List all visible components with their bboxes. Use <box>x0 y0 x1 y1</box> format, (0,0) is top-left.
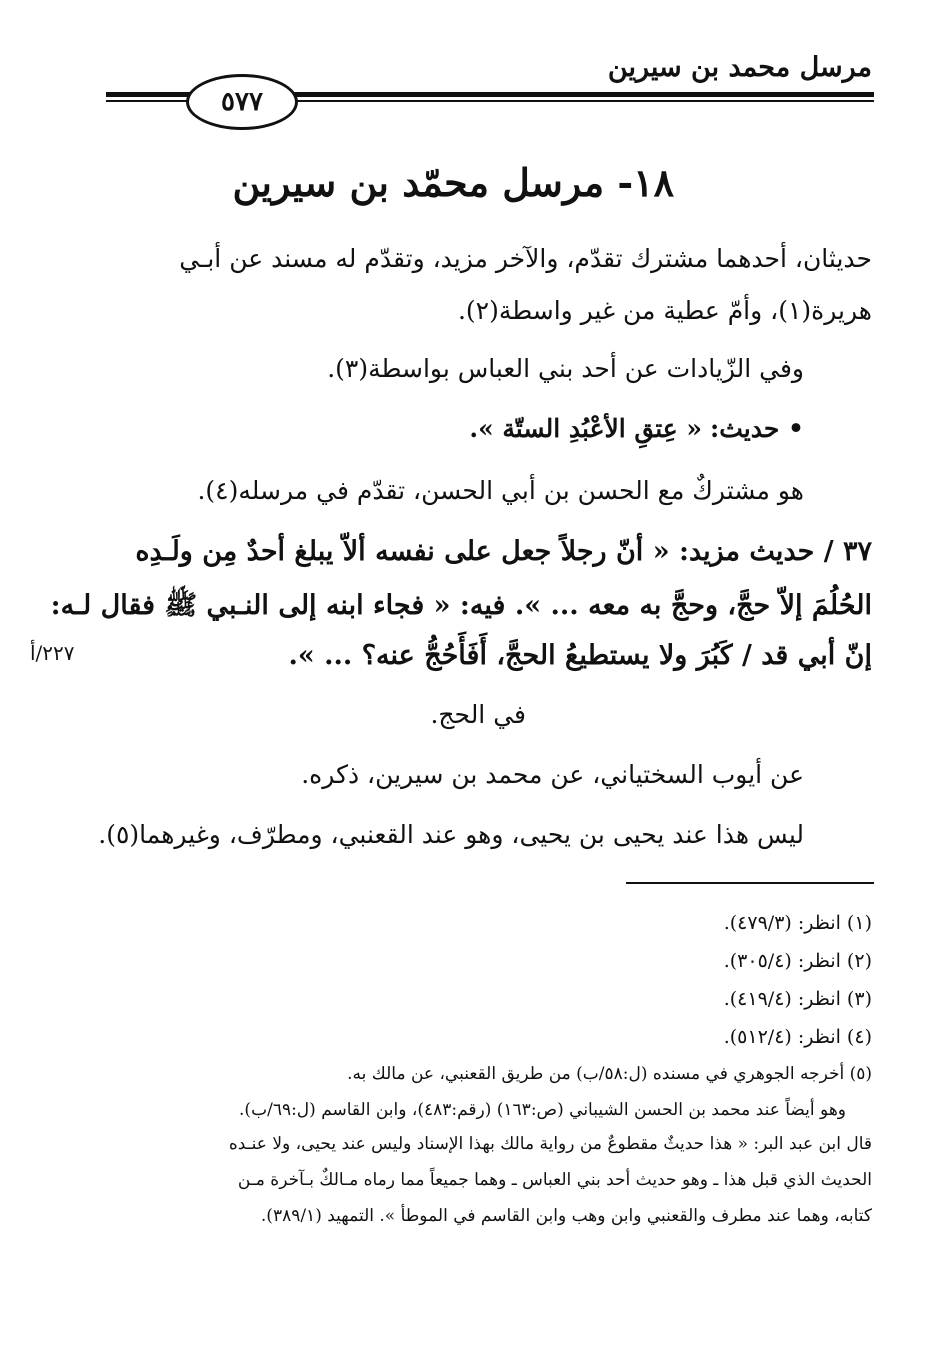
footnote-5-line-2: وهو أيضاً عند محمد بن الحسن الشيباني (ص:١٦٣) (رقم:٤٨٣)، وابن القاسم (ل:٦٩/ب). <box>239 1100 846 1120</box>
hadith-1-note: هو مشتركٌ مع الحسن بن أبي الحسن، تقدّم في مرسله(٤). <box>197 476 804 505</box>
intro-line-3: وفي الزّيادات عن أحد بني العباس بواسطة(٣). <box>327 354 804 383</box>
running-title: مرسل محمد بن سيرين <box>607 52 872 83</box>
intro-line-2: هريرة(١)، وأمّ عطية من غير واسطة(٢). <box>457 296 872 325</box>
margin-folio-ref: ٢٢٧/أ <box>30 641 75 665</box>
hadith-2-text-1: « أنّ رجلاً جعل على نفسه ألاّ يبلغ أحدٌ مِن ولَـدِه <box>135 536 670 567</box>
footnote-3: (٣) انظر: (٤١٩/٤). <box>723 988 872 1010</box>
page-number: ٥٧٧ <box>221 87 263 117</box>
footnote-4: (٤) انظر: (٥١٢/٤). <box>723 1026 872 1048</box>
hadith-1-line <box>469 414 804 443</box>
hadith-2-line-1 <box>135 536 872 567</box>
hadith-1-text: « عِتقِ الأعْبُدِ الستّة ». <box>469 414 703 443</box>
footnote-1: (١) انظر: (٤٧٩/٣). <box>723 912 872 934</box>
footnote-5-line-1: (٥) أخرجه الجوهري في مسنده (ل:٥٨/ب) من طريق القعنبي، عن مالك به. <box>347 1064 872 1084</box>
intro-line-1: حديثان، أحدهما مشترك تقدّم، والآخر مزيد، وتقدّم له مسند عن أبـي <box>179 244 872 273</box>
hadith-2-isnad: عن أيوب السختياني، عن محمد بن سيرين، ذكره. <box>301 760 804 789</box>
hadith-2-number: ٣٧ / <box>823 536 872 567</box>
footnote-2: (٢) انظر: (٣٠٥/٤). <box>723 950 872 972</box>
hadith-1-label: • حديث: <box>710 414 804 443</box>
hadith-2-remark: ليس هذا عند يحيى بن يحيى، وهو عند القعنبي، ومطرّف، وغيرهما(٥). <box>98 820 804 849</box>
chapter-title: ١٨- مرسل محمّد بن سيرين <box>232 160 674 205</box>
hadith-2-chapter: في الحج. <box>430 700 526 729</box>
footnote-5-line-4: الحديث الذي قبل هذا ـ وهو حديث أحد بني العباس ـ وهما جميعاً مما رماه مـالكٌ بـآخرة مـن <box>237 1170 872 1190</box>
footnote-5-line-5: كتابه، وهما عند مطرف والقعنبي وابن وهب وابن القاسم في الموطأ ». التمهيد (٣٨٩/١). <box>260 1206 872 1226</box>
footnote-5-line-3: قال ابن عبد البر: « هذا حديثٌ مقطوعٌ من رواية مالك بهذا الإسناد وليس عند يحيى، ولا عنـده <box>228 1134 872 1154</box>
page-number-badge <box>186 74 298 130</box>
hadith-2-line-3: إنّ أبي قد / كَبُرَ ولا يستطيعُ الحجَّ، أَفَأَحُجُّ عنه؟ ... ». <box>288 640 872 671</box>
hadith-2-line-2: الحُلُمَ إلاّ حجَّ، وحجَّ به معه ... ». فيه: « فجاء ابنه إلى النـبي ﷺ فقال لـه: <box>50 590 872 621</box>
hadith-2-label: حديث مزيد: <box>679 536 815 567</box>
footnote-separator <box>626 882 874 884</box>
